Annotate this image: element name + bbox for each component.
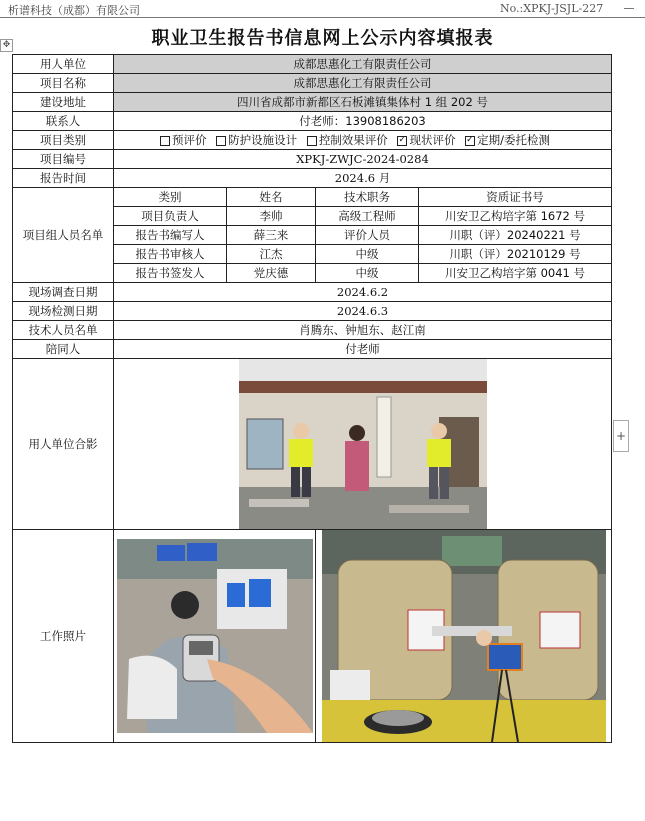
work-photo-right-image xyxy=(322,530,606,742)
member-role: 报告书签发人 xyxy=(114,264,227,283)
member-cert[interactable]: 川职（评）20210129 号 xyxy=(419,245,612,264)
member-name[interactable]: 江杰 xyxy=(227,245,316,264)
survey-date-value[interactable]: 2024.6.2 xyxy=(114,283,612,302)
team-header-name: 姓名 xyxy=(227,188,316,207)
member-role: 项目负责人 xyxy=(114,207,227,226)
team-header-cert: 资质证书号 xyxy=(419,188,612,207)
employer-label: 用人单位 xyxy=(13,55,114,74)
checkbox-status-eval[interactable] xyxy=(397,136,407,146)
checkbox-control-eval[interactable] xyxy=(307,136,317,146)
row-project-name xyxy=(13,74,612,93)
member-cert[interactable]: 川安卫乙构培字第 0041 号 xyxy=(419,264,612,283)
move-handle-icon[interactable]: ✥ xyxy=(0,39,13,52)
group-photo-image xyxy=(239,359,487,529)
header-company: 析谱科技（成都）有限公司 xyxy=(8,4,140,17)
group-photo-cell xyxy=(114,359,612,530)
member-cert[interactable]: 川职（评）20240221 号 xyxy=(419,226,612,245)
project-name-label: 项目名称 xyxy=(13,74,114,93)
option-protection-design: 防护设施设计 xyxy=(228,133,298,147)
member-title[interactable]: 评价人员 xyxy=(316,226,419,245)
survey-date-label: 现场调查日期 xyxy=(13,283,114,302)
checkbox-pre-eval[interactable] xyxy=(160,136,170,146)
member-role: 报告书审核人 xyxy=(114,245,227,264)
member-title[interactable]: 中级 xyxy=(316,264,419,283)
test-date-label: 现场检测日期 xyxy=(13,302,114,321)
plus-icon[interactable]: + xyxy=(613,420,629,452)
escort-value[interactable]: 付老师 xyxy=(114,340,612,359)
work-photo-left-image xyxy=(117,539,313,733)
address-label: 建设地址 xyxy=(13,93,114,112)
employer-value[interactable]: 成都思惠化工有限责任公司 xyxy=(114,55,612,74)
tech-staff-value[interactable]: 肖腾东、钟旭东、赵江南 xyxy=(114,321,612,340)
member-name[interactable]: 薛三来 xyxy=(227,226,316,245)
row-contact xyxy=(13,112,612,131)
row-survey-date xyxy=(13,283,612,302)
header-rule xyxy=(0,17,645,18)
project-name-value[interactable]: 成都思惠化工有限责任公司 xyxy=(114,74,612,93)
row-project-type xyxy=(13,131,612,150)
option-control-eval: 控制效果评价 xyxy=(318,133,388,147)
test-date-value[interactable]: 2024.6.3 xyxy=(114,302,612,321)
address-value[interactable]: 四川省成都市新都区石板滩镇集体村 1 组 202 号 xyxy=(114,93,612,112)
row-test-date xyxy=(13,302,612,321)
contact-label: 联系人 xyxy=(13,112,114,131)
row-tech-staff xyxy=(13,321,612,340)
row-escort xyxy=(13,340,612,359)
group-photo[interactable] xyxy=(239,359,487,529)
option-status-eval: 现状评价 xyxy=(409,133,456,147)
option-periodic-testing: 定期/委托检测 xyxy=(477,133,550,147)
group-photo-label: 用人单位合影 xyxy=(13,359,114,530)
member-title[interactable]: 高级工程师 xyxy=(316,207,419,226)
project-type-options xyxy=(114,131,612,150)
row-employer xyxy=(13,55,612,74)
contact-value[interactable]: 付老师：13908186203 xyxy=(114,112,612,131)
team-header-row xyxy=(13,188,612,207)
report-time-label: 报告时间 xyxy=(13,169,114,188)
member-name[interactable]: 李帅 xyxy=(227,207,316,226)
project-no-label: 项目编号 xyxy=(13,150,114,169)
team-header-title: 技术职务 xyxy=(316,188,419,207)
checkbox-periodic-testing[interactable] xyxy=(465,136,475,146)
work-photo-left-cell xyxy=(114,530,316,743)
work-photo-right-cell xyxy=(316,530,612,743)
team-label: 项目组人员名单 xyxy=(13,188,114,283)
member-cert[interactable]: 川安卫乙构培字第 1672 号 xyxy=(419,207,612,226)
row-project-no xyxy=(13,150,612,169)
row-group-photo xyxy=(13,359,612,530)
tech-staff-label: 技术人员名单 xyxy=(13,321,114,340)
header-corner-mark xyxy=(624,8,634,9)
work-photo-right[interactable] xyxy=(322,530,606,742)
project-type-label: 项目类别 xyxy=(13,131,114,150)
option-pre-eval: 预评价 xyxy=(172,133,207,147)
checkbox-protection-design[interactable] xyxy=(216,136,226,146)
row-work-photos xyxy=(13,530,612,743)
work-photos-label: 工作照片 xyxy=(13,530,114,743)
team-header-role: 类别 xyxy=(114,188,227,207)
member-role: 报告书编写人 xyxy=(114,226,227,245)
report-time-value[interactable]: 2024.6 月 xyxy=(114,169,612,188)
row-report-time xyxy=(13,169,612,188)
disclosure-form xyxy=(12,54,612,743)
page-title: 职业卫生报告书信息网上公示内容填报表 xyxy=(151,28,494,49)
member-title[interactable]: 中级 xyxy=(316,245,419,264)
escort-label: 陪同人 xyxy=(13,340,114,359)
row-address xyxy=(13,93,612,112)
member-name[interactable]: 党庆德 xyxy=(227,264,316,283)
project-no-value[interactable]: XPKJ-ZWJC-2024-0284 xyxy=(114,150,612,169)
work-photo-left[interactable] xyxy=(117,539,313,733)
header-doc-no: No.:XPKJ-JSJL-227 xyxy=(500,2,604,15)
